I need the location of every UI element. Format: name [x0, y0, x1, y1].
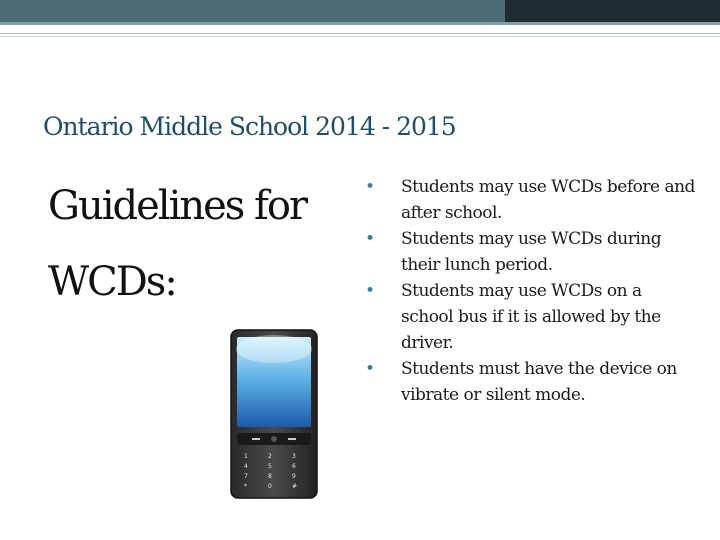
bullet-item: • Students may use WCDs during their lunch period. [365, 226, 695, 278]
keypad-key: 4 [244, 463, 248, 470]
keypad-key: 1 [244, 453, 248, 460]
header-rule-2 [0, 36, 720, 37]
keypad-key: 7 [244, 473, 248, 480]
slide-subtitle [48, 168, 318, 320]
keypad-key: 3 [292, 453, 296, 460]
header-accent-line [0, 22, 720, 25]
bullet-item: • Students may use WCDs before and after school. [365, 174, 695, 226]
keypad-key: 5 [268, 463, 272, 470]
keypad-key: 2 [268, 453, 272, 460]
keypad-key: 0 [268, 483, 272, 490]
keypad-key: * [244, 483, 247, 490]
keypad-key: # [292, 483, 298, 490]
bullet-item: • Students may use WCDs on a school bus if it is allowed by the driver. [365, 278, 695, 356]
keypad-key: 8 [268, 473, 272, 480]
screen-shine [236, 335, 312, 363]
keypad-key: 6 [292, 463, 296, 470]
header-rule-1 [0, 33, 720, 34]
nav-key-right [288, 438, 296, 440]
bullet-item: • Students must have the device on vibrate or silent mode. [365, 356, 695, 408]
header-bar-dark-segment [505, 0, 720, 22]
keypad-key: 9 [292, 473, 296, 480]
nav-key-center [271, 436, 277, 442]
mobile-phone-icon [230, 329, 318, 499]
subtitle-line-2: WCDs: [48, 259, 176, 305]
slide-title: Ontario Middle School 2014 - 2015 [43, 112, 456, 141]
nav-key-left [252, 438, 260, 440]
subtitle-line-1: Guidelines for [48, 183, 307, 229]
bullet-list [365, 174, 695, 408]
